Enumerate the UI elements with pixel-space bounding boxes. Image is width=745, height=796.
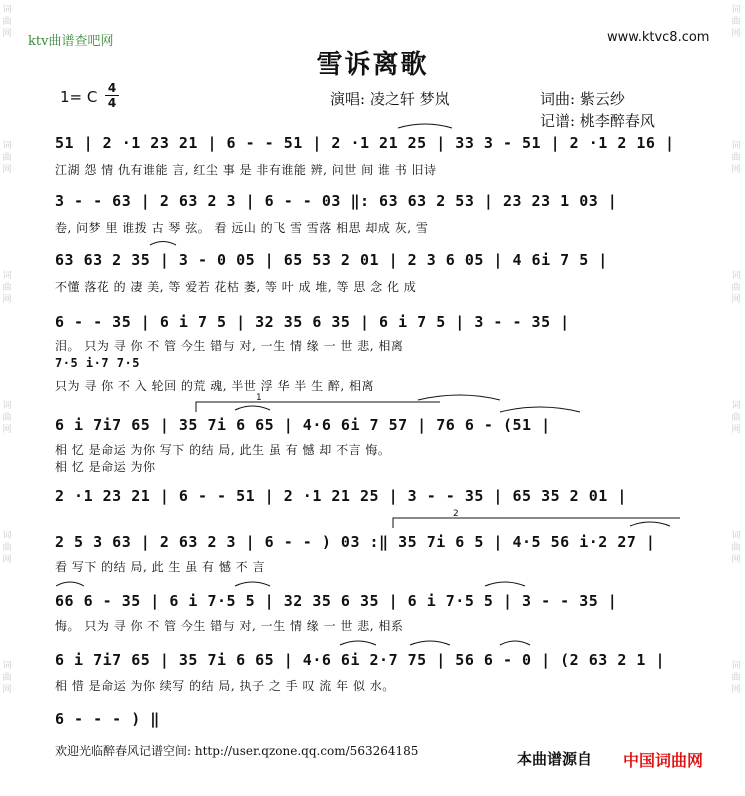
transcriber-credit: 记谱: 桃李醉春风	[540, 112, 655, 130]
lyric-line-2: 卷, 问梦 里 谁拨 古 琴 弦。 看 远山 的飞 雪 雪落 相思 却成 灰, 雪	[55, 221, 429, 235]
time-signature-bottom: 4	[107, 96, 117, 110]
notation-line-1: 51 | 2 ·1 23 21 | 6 - - 51 | 2 ·1 21 25 | 33 3 - 51 | 2 ·1 2 16 |	[55, 134, 675, 152]
slur-mark	[485, 582, 525, 586]
lyric-line-5: 相 忆 是命运 为你 写下 的结 局, 此生 虽 有 憾 却 不言 悔。	[55, 443, 391, 457]
song-title: 雪诉离歌	[316, 50, 429, 80]
notation-line-6: 2 ·1 23 21 | 6 - - 51 | 2 ·1 21 25 | 3 - - 35 | 65 35 2 01 |	[55, 487, 627, 505]
slur-mark	[56, 582, 84, 586]
lyric-line-7: 看 写下 的结 局, 此 生 虽 有 憾 不 言	[55, 560, 265, 574]
slur-mark	[150, 242, 176, 246]
slur-mark	[500, 641, 530, 645]
watermark-right-1: 词曲网	[731, 5, 741, 39]
slur-mark	[630, 522, 670, 526]
watermark-right-5: 词曲网	[731, 531, 741, 565]
volta-number: 2	[453, 509, 459, 519]
slur-mark	[410, 641, 450, 645]
time-signature-top: 4	[107, 81, 117, 95]
singer-credit: 演唱: 凌之轩 梦岚	[330, 90, 450, 108]
lyric-line-1: 江湖 怨 情 仇有谁能 言, 红尘 事 是 非有谁能 辨, 问世 间 谁 书 旧诗	[55, 163, 437, 177]
watermark-left-2: 词曲网	[2, 141, 12, 175]
lyricist-credit: 词曲: 紫云纱	[540, 90, 625, 108]
lyric-line-5b: 相 忆 是命运 为你	[55, 460, 156, 474]
footer-source-label: 本曲谱源自	[517, 750, 593, 768]
slur-mark	[398, 124, 452, 128]
volta-bracket-1	[196, 402, 440, 412]
watermark-left-1: 词曲网	[2, 5, 12, 39]
slur-mark	[340, 641, 376, 645]
watermark-left-5: 词曲网	[2, 531, 12, 565]
notation-variant-line: 7·5 i·7 7·5	[55, 356, 140, 370]
slur-mark	[500, 407, 580, 412]
key-signature: 1= C	[60, 88, 98, 106]
notation-line-5: 6 i 7i7 65 | 35 7i 6 65 | 4·6 6i 7 57 | 76 6 - (51 |	[55, 416, 551, 434]
lyric-line-3: 不懂 落花 的 凄 美, 等 爱若 花枯 萎, 等 叶 成 堆, 等 思 念 化 成	[55, 280, 417, 294]
lyric-line-9: 相 惜 是命运 为你 续写 的结 局, 执子 之 手 叹 流 年 似 水。	[55, 679, 395, 693]
watermark-left-3: 词曲网	[2, 271, 12, 305]
notation-line-8: 66 6 - 35 | 6 i 7·5 5 | 32 35 6 35 | 6 i 7·5 5 | 3 - - 35 |	[55, 592, 618, 610]
watermark-right-3: 词曲网	[731, 271, 741, 305]
notation-line-7: 2 5 3 63 | 2 63 2 3 | 6 - - ) 03 :‖ 35 7i 6 5 | 4·5 56 i·2 27 |	[55, 533, 656, 551]
watermark-right-6: 词曲网	[731, 661, 741, 695]
notation-line-2: 3 - - 63 | 2 63 2 3 | 6 - - 03 ‖: 63 63 2 53 | 23 23 1 03 |	[55, 192, 618, 210]
lyric-line-4b: 只为 寻 你 不 入 轮回 的荒 魂, 半世 浮 华 半 生 醉, 相离	[55, 379, 375, 393]
watermark-right-4: 词曲网	[731, 401, 741, 435]
slur-mark	[418, 395, 500, 400]
notation-line-4: 6 - - 35 | 6 i 7 5 | 32 35 6 35 | 6 i 7 5 | 3 - - 35 |	[55, 313, 570, 331]
slur-mark	[235, 582, 270, 586]
volta-number: 1	[256, 393, 262, 403]
watermark-left-6: 词曲网	[2, 661, 12, 695]
site-url[interactable]: www.ktvc8.com	[607, 30, 710, 45]
notation-line-10: 6 - - - ) ‖	[55, 710, 160, 728]
lyric-line-8: 悔。 只为 寻 你 不 管 今生 错与 对, 一生 情 缘 一 世 悲, 相系	[55, 619, 404, 633]
lyric-line-4: 泪。 只为 寻 你 不 管 今生 错与 对, 一生 情 缘 一 世 悲, 相离	[55, 339, 404, 353]
volta-bracket-2	[393, 518, 680, 528]
notation-line-3: 63 63 2 35 | 3 - 0 05 | 65 53 2 01 | 2 3 6 05 | 4 6i 7 5 |	[55, 251, 608, 269]
footer-source-brand[interactable]: 中国词曲网	[623, 751, 704, 770]
footer-visit-text[interactable]: 欢迎光临醉春风记谱空间: http://user.qzone.qq.com/563264185	[55, 744, 419, 758]
watermark-right-2: 词曲网	[731, 141, 741, 175]
watermark-left-4: 词曲网	[2, 401, 12, 435]
slur-mark	[235, 406, 270, 410]
site-link[interactable]: ktv曲谱查吧网	[28, 34, 114, 49]
notation-line-9: 6 i 7i7 65 | 35 7i 6 65 | 4·6 6i 2·7 75 | 56 6 - 0 | (2 63 2 1 |	[55, 651, 665, 669]
